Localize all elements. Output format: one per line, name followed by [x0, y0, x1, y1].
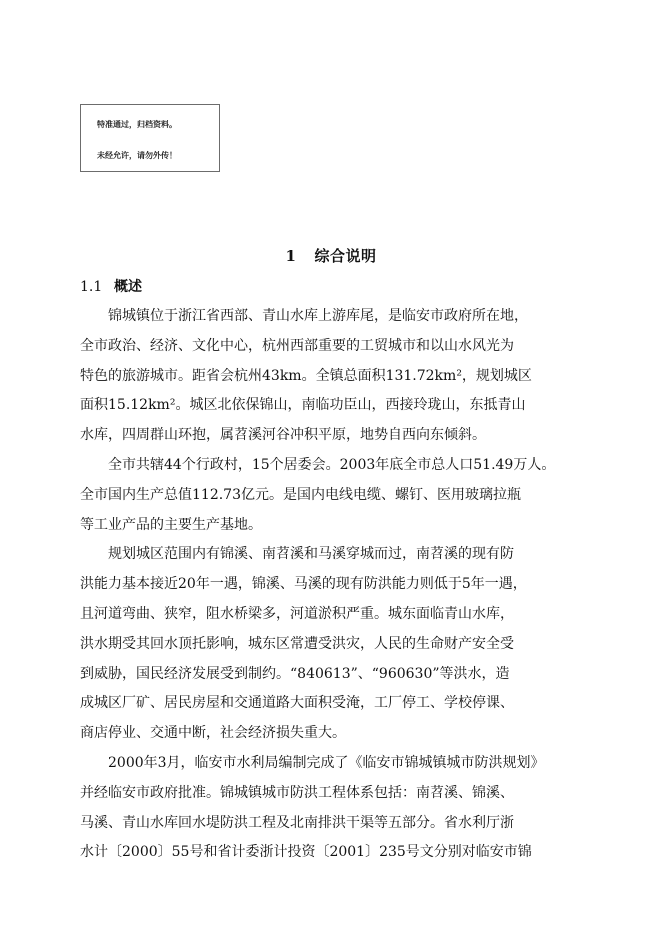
paragraph-line: 全市国内生产总值112.73亿元。是国内电线电缆、螺钉、医用玻璃拉瓶 — [80, 486, 521, 503]
chapter-title-text: 综合说明 — [314, 247, 377, 265]
stamp-line-2: 未经允许，请勿外传！ — [97, 151, 177, 160]
section-number: 1.1 — [80, 279, 103, 295]
paragraph-line: 洪水期受其回水顶托影响，城东区常遭受洪灾，人民的生命财产安全受 — [80, 635, 514, 652]
paragraph-line: 成城区厂矿、居民房屋和交通道路大面积受淹，工厂停工、学校停课、 — [80, 695, 514, 712]
paragraph-line: 且河道弯曲、狭窄，阻水桥梁多，河道淤积严重。城东面临青山水库， — [80, 605, 514, 622]
paragraph-line: 到威胁，国民经济发展受到制约。“840613”、“960630”等洪水，造 — [80, 665, 510, 682]
paragraph-line: 特色的旅游城市。距省会杭州43km。全镇总面积131.72km²，规划城区 — [80, 367, 532, 384]
paragraph-line: 全市政治、经济、文化中心，杭州西部重要的工贸城市和以山水风光为 — [80, 337, 514, 354]
section-heading — [80, 276, 142, 296]
paragraph-line: 等工业产品的主要生产基地。 — [80, 516, 262, 533]
paragraph-line: 规划城区范围内有锦溪、南苕溪和马溪穿城而过，南苕溪的现有防 — [108, 546, 514, 563]
paragraph-line: 马溪、青山水库回水堤防洪工程及北南排洪干渠等五部分。省水利厅浙 — [80, 814, 514, 831]
approval-stamp-box — [80, 104, 220, 172]
paragraph-line: 锦城镇位于浙江省西部、青山水库上游库尾，是临安市政府所在地， — [108, 308, 528, 324]
paragraph-line: 全市共辖44个行政村，15个居委会。2003年底全市总人口51.49万人。 — [108, 456, 556, 473]
paragraph-line: 水计〔2000〕55号和省计委浙计投资〔2001〕235号文分别对临安市锦 — [80, 844, 532, 861]
paragraph-line: 并经临安市政府批准。锦城镇城市防洪工程体系包括：南苕溪、锦溪、 — [80, 784, 514, 801]
paragraph-line: 商店停业、交通中断，社会经济损失重大。 — [80, 725, 346, 742]
section-title: 概述 — [114, 279, 142, 295]
body-text — [80, 302, 582, 868]
chapter-number: 1 — [285, 247, 297, 265]
paragraph-line: 2000年3月，临安市水利局编制完成了《临安市锦城镇城市防洪规划》 — [108, 754, 545, 771]
chapter-title — [0, 245, 662, 266]
paragraph-line: 水库，四周群山环抱，属苕溪河谷冲积平原，地势自西向东倾斜。 — [80, 427, 486, 444]
stamp-line-1: 特准通过，归档资料。 — [97, 120, 177, 129]
paragraph-line: 面积15.12km²。城区北依保锦山，南临功臣山，西接玲珑山，东抵青山 — [80, 397, 526, 414]
paragraph-line: 洪能力基本接近20年一遇，锦溪、马溪的现有防洪能力则低于5年一遇， — [80, 576, 527, 593]
